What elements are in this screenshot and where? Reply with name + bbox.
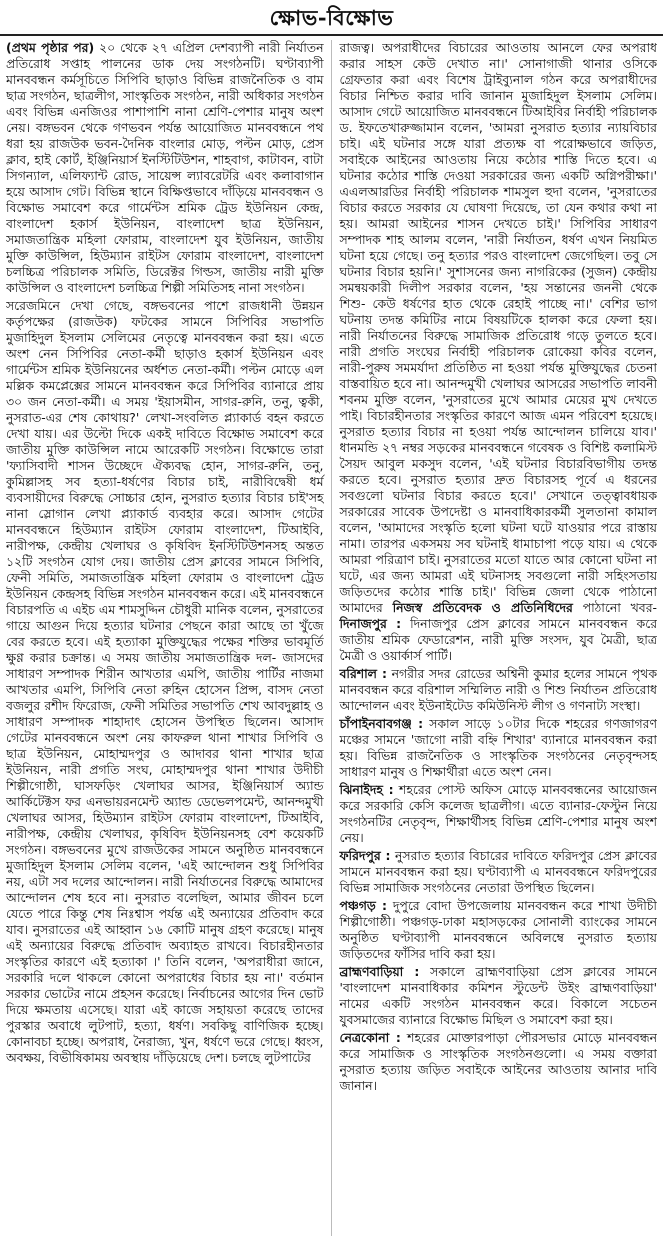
paragraph-text: ২০ থেকে ২৭ এপ্রিল দেশব্যাপী নারী নির্যাতন প্রতিরোধ সপ্তাহ পালনের ডাক দেয় সংগঠনটি। ঘণ্টাব্যাপী মানববন্ধন কর্মসূচিতে সিপিবি ছাড়াও বিভিন্ন রাজনৈতিক ও বাম ছাত্র সংগঠন, ছাত্রলীগ, সাংস্কৃতিক সংগঠন, নারী অধিকার সংগঠন এবং বিভিন্ন এনজিওর পাশাপাশি নানা শ্রেণি-পেশার মানুষ অংশ নেয়। বঙ্গভবন থেকে গণভবন পর্যন্ত আয়োজিত মানববন্ধনে পথ ধরা হয় রাজউক ভবন-দৈনিক বাংলার মোড়, পল্টন মোড়, প্রেস ক্লাব, হাই কোর্ট, ইঞ্জিনিয়ার্স ইনস্টিটিউশন, শাহবাগ, কাটাবন, বাটা সিগন্যাল, এলিফ্যান্ট রোড, সায়েন্স ল্যাবরেটরি এবং কলাবাগান হয়ে আসাদ গেট। বিভিন্ন স্থানে বিক্ষিপ্তভাবে দাঁড়িয়ে মানববন্ধন ও বিক্ষোভ সমাবেশ করে গার্মেন্টস শ্রমিক ট্রেড ইউনিয়ন কেন্দ্র, বাংলাদেশ হকার্স ইউনিয়ন, বাংলাদেশ ছাত্র ইউনিয়ন, সমাজতান্ত্রিক মহিলা ফোরাম, বাংলাদেশ যুব ইউনিয়ন, জাতীয় মুক্তি কাউন্সিল, হিউম্যান রাইটস ফোরাম বাংলাদেশ, বাংলাদেশ চলচ্চিত্র পরিচালক সমিতি, ডিরেক্টর গিল্ডস, জাতীয় নারী মুক্তি কাউন্সিল ও বাংলাদেশ চলচ্চিত্র শিল্পী সমিতিসহ নানা সংগঠন। [6,40,324,295]
reporter-credit: নিজস্ব প্রতিবেদক ও প্রতিনিধিদের [392,600,573,615]
district-paragraph [340,782,658,846]
district-text: নুসরাত হত্যার বিচারের দাবিতে ফরিদপুর প্রেস ক্লাবের সামনে মানববন্ধন করা হয়। ঘণ্টাব্যাপী এ মানববন্ধনে ফরিদপুরের বিভিন্ন সামাজিক সংগঠনের নেতারা উপস্থিত ছিলেন। [339,848,657,895]
section-header [0,0,663,36]
district-label: পঞ্চগড় : [339,898,387,913]
district-text: নগরীর সদর রোডের অশ্বিনী কুমার হলের সামনে পৃথক মানববন্ধন করে বরিশাল সম্মিলিত নারী ও শিশু নির্যাতন প্রতিরোধ আন্দোলন এবং ইউনাইটেড কমিউনিস্ট লীগ ও গণনাট্য সংস্থা। [339,666,657,713]
right-column [331,40,658,1236]
district-text: দুপুরে বোদা উপজেলায় মানববন্ধন করে শাখা উদীচী শিল্পীগোষ্ঠী। পঞ্চগড়-ঢাকা মহাসড়কের সোনালী ব্যাংকের সামনে অনুষ্ঠিত ঘণ্টাব্যাপী মানববন্ধনে অবিলম্বে নুসরাত হত্যায় জড়িতদের ফাঁসির দাবি করা হয়। [339,898,657,961]
district-label: নেত্রকোনা : [339,1030,401,1045]
article-body [6,40,657,1236]
paragraph: সরেজমিনে দেখা গেছে, বঙ্গভবনের পাশে রাজধানী উন্নয়ন কর্তৃপক্ষের (রাজউক) ফটকের সামনে সিপিবির সভাপতি মুজাহিদুল ইসলাম সেলিমের নেতৃত্বে মানববন্ধন করা হয়। এতে অংশ নেন সিপিবির নেতা-কর্মী ছাড়াও হকার্স ইউনিয়ন এবং গার্মেন্টস শ্রমিক ইউনিয়নের অর্ধশত নেতা-কর্মী। পল্টন মোড়ে এল মল্লিক কমপ্লেক্সের সামনে মানববন্ধন করে সিপিবির ব্যানারে প্রায় ৩০ জন নেতা-কর্মী। এ সময় 'ইয়াসমীন, সাগর-রুনি, তনু, ত্বকী, নুসরাত-এর শেষ কোথায়?' লেখা-সংবলিত প্ল্যাকার্ড বহন করতে দেখা যায়। এর উল্টো দিকে একই দাবিতে বিক্ষোভ সমাবেশ করে জাতীয় মুক্তি কাউন্সিল নামে আরেকটি সংগঠন। বিক্ষোভে তারা 'ফ্যাসিবাদী শাসন উচ্ছেদে ঐক্যবদ্ধ হোন, সাগর-রুনি, তনু, কুমিল্লাসহ সব হত্যা-ধর্ষণের বিচার চাই, নারীবিদ্বেষী ধর্ম ব্যবসায়ীদের বিরুদ্ধে সোচ্চার হোন, নুসরাত হত্যার বিচার চাই'সহ নানা স্লোগান লেখা প্ল্যাকার্ড ব্যবহার করে। আসাদ গেটের মানববন্ধনে হিউম্যান রাইটস ফোরাম বাংলাদেশ, টিআইবি, নারীপক্ষ, কেন্দ্রীয় খেলাঘর ও কৃষিবিদ ইনস্টিটিউশনসহ অন্তত ১২টি সংগঠন যোগ দেয়। জাতীয় প্রেস ক্লাবের সামনে সিপিবি, ফেনী সমিতি, সমাজতান্ত্রিক মহিলা ফোরাম ও বাংলাদেশ ট্রেড ইউনিয়ন কেন্দ্রসহ বিভিন্ন সংগঠন মানববন্ধন করে। এই মানববন্ধনে বিচারপতি এ এইচ এম শামসুদ্দিন চৌধুরী মানিক বলেন, নুসরাতের গায়ে আগুন দিয়ে হত্যার ঘটনার পেছনে কারা আছে তা খুঁজে বের করতে হবে। এই হত্যাকা মুক্তিযুদ্ধের পক্ষের শক্তির ভাবমূর্তি ক্ষুণ্ণ করার চক্রান্ত। এ সময় জাতীয় সমাজতান্ত্রিক দল- জাসদের সাধারণ সম্পাদক শিরীন আখতার এমপি, জাতীয় পার্টির নাজমা আখতার এমপি, সিপিবি নেতা রুহিন হোসেন প্রিন্স, বাসদ নেতা বজলুর রশীদ ফিরোজ, ফেনী সমিতির সভাপতি শেখ আবদুল্লাহ ও সাধারণ সম্পাদক শাহাদাৎ হোসেন উপস্থিত ছিলেন। আসাদ গেটের মানববন্ধনে অংশ নেয় কাফরুল থানা শাখার সিপিবি ও ছাত্র ইউনিয়ন, মোহাম্মদপুর ও আদাবর থানা শাখার ছাত্র ইউনিয়ন, নারী প্রগতি সংঘ, মোহাম্মদপুর থানা শাখার উদীচী শিল্পীগোষ্ঠী, ঘাসফড়িং খেলাঘর আসর, ইঞ্জিনিয়ার্স অ্যান্ড আর্কিটেক্টস ফর এনভায়রনমেন্ট অ্যান্ড ডেভেলপমেন্ট, আনন্দমুখী খেলাঘর আসর, হিউম্যান রাইটস ফোরাম বাংলাদেশ, টিআইবি, নারীপক্ষ, কেন্দ্রীয় খেলাঘর, কৃষিবিদ ইউনিয়নসহ বেশ কয়েকটি সংগঠন। বঙ্গভবনের মুখে রাজউকের সামনে অনুষ্ঠিত মানববন্ধনে মুজাহিদুল ইসলাম সেলিম বলেন, 'এই আন্দোলন শুধু সিপিবির নয়, এটা সব দলের আন্দোলন। নারী নির্যাতনের বিরুদ্ধে আমাদের আন্দোলন শেষ হবে না। নুসরাত বলেছিল, আমার জীবন চলে যেতে পারে কিন্তু শেষ নিঃশ্বাস পর্যন্ত এই অন্যায়ের প্রতিবাদ করে যাব। নুসরাতের এই আহ্বান ১৬ কোটি মানুষ গ্রহণ করেছে। মানুষ এই অন্যায়ের বিরুদ্ধে প্রতিবাদ অব্যাহত রাখবে। বিচারহীনতার সংস্কৃতির কারণে এই হত্যাকা ।' তিনি বলেন, 'অপরাধীরা জানে, সরকারি দলে থাকলে কোনো অপরাধের বিচার হয় না।' বর্তমান সরকার ভোটের নামে প্রহসন করেছে। নির্বাচনের আগের দিন ভোট দিয়ে ক্ষমতায় এসেছে। যারা এই কাজে সহায়তা করেছে তাদের পুরস্কার অবাধে লুটপাট, হত্যা, ধর্ষণ। সবকিছু বাণিজিক হচ্ছে। কোনাবচা হচ্ছে। অপরাধ, নৈরাজ্য, খুন, ধর্ষণে ভরে গেছে। ধ্বংস, অবক্ষয়, বিভীষিকাময় অবস্থায় দাঁড়িয়েছে দেশ। চলছে লুটপাটের [6,298,324,1065]
paragraph [340,40,658,664]
paragraph-text: রাজত্ব। অপরাধীদের বিচারের আওতায় আনলে ফের অপরাধ করার সাহস কেউ দেখাত না।' সোনাগাজী থানার ওসিকে গ্রেফতার করা এবং বিশেষ ট্রাইব্যুনাল গঠন করে অপরাধীদের বিচার নিশ্চিত করার দাবি জানান মুজাহিদুল ইসলাম সেলিম। আসাদ গেটে আয়োজিত মানববন্ধনে টিআইবির নির্বাহী পরিচালক ড. ইফতেখারুজ্জামান বলেন, 'আমরা নুসরাত হত্যার ন্যায়বিচার চাই। এই ঘটনার সঙ্গে যারা প্রত্যক্ষ বা পরোক্ষভাবে জড়িত, সবাইকে আইনের আওতায় নিয়ে কঠোর শাস্তি দিতে হবে। এ ঘটনার কঠোর শাস্তি দেওয়া সরকারের জন্য একটি অগ্নিপরীক্ষা।' এএলআরডির নির্বাহী পরিচালক শামসুল হুদা বলেন, 'নুসরাতের বিচার করতে সরকার যে ঘোষণা দিয়েছে, তা যেন কথার কথা না হয়। আমরা আইনের শাসন দেখতে চাই।' সিপিবির সাধারণ সম্পাদক শাহ আলম বলেন, 'নারী নির্যাতন, ধর্ষণ এখন নিয়মিত ঘটনা হয়ে গেছে। তনু হত্যার পরও বাংলাদেশ জেগেছিল। তবু সে ঘটনার বিচার হয়নি।' সুশাসনের জন্য নাগরিকের (সুজন) কেন্দ্রীয় সমন্বয়কারী দিলীপ সরকার বলেন, 'হয় সন্তানের জননী থেকে শিশু- কেউ ধর্ষণের হাত থেকে রেহাই পাচ্ছে না।' বেশির ভাগ ঘটনায় তদন্ত কমিটির নামে বিষয়টিকে হালকা করে ফেলা হয়। নারী নির্যাতনের বিরুদ্ধে সামাজিক প্রতিরোধ গড়ে তুলতে হবে। নারী প্রগতি সংঘের নির্বাহী পরিচালক রোকেয়া কবির বলেন, নারী-পুরুষ সমমর্যাদা প্রতিষ্ঠিত না হওয়া পর্যন্ত মুক্তিযুদ্ধের চেতনা বাস্তবায়িত হবে না। আনন্দমুখী খেলাঘর আসরের সভাপতি লাবনী শবনম মুক্তি বলেন, 'নুসরাতের মুখে আমার মেয়ের মুখ দেখতে পাই। বিচারহীনতার সংস্কৃতির কারণে আজ এমন পরিবেশ হয়েছে। নুসরাত হত্যার বিচার না হওয়া পর্যন্ত আন্দোলন চালিয়ে যাব।' ধানমন্ডি ২৭ নম্বর সড়কের মানববন্ধনে গবেষক ও বিশিষ্ট কলামিস্ট সৈয়দ আবুল মকসুদ বলেন, 'এই ঘটনার বিচারবিভাগীয় তদন্ত করতে হবে। নুসরাত হত্যার দ্রুত বিচারসহ পূর্বে এ ধরনের সবগুলো ঘটনার বিচার করতে হবে।' সেখানে তত্ত্বাবধায়ক সরকারের সাবেক উপদেষ্টা ও মানবাধিকারকর্মী সুলতানা কামাল বলেন, 'আমাদের সংস্কৃতি হলো ঘটনা ঘটে যাওয়ার পরে রাস্তায় নামা। তারপর একসময় সব ঘটনাই ধামাচাপা পড়ে যায়। এ থেকে আমরা পরিত্রাণ চাই। নুসরাতের মতো যাতে আর কোনো ঘটনা না ঘটে, এর জন্য আমরা এই ঘটনাসহ সবগুলো নারী সহিংসতায় জড়িতদের কঠোর শাস্তি চাই।' বিভিন্ন জেলা থেকে পাঠানো আমাদের [339,40,657,615]
section-title: ক্ষোভ-বিক্ষোভ [269,5,394,30]
district-text: দিনাজপুর প্রেস ক্লাবের সামনে মানববন্ধন করে জাতীয় শ্রমিক ফেডারেশন, নারী মুক্তি সংসদ, যুব মৈত্রী, ছাত্র মৈত্রী ও ওয়ার্কার্স পার্টি। [339,616,657,663]
district-text: সকালে ব্রাহ্মণবাড়িয়া প্রেস ক্লাবের সামনে 'বাংলাদেশ মানবাধিকার কমিশন স্টুডেন্ট উইং ব্রাহ্মণবাড়িয়া' নামের একটি সংগঠন মানববন্ধন করে। বিকালে সচেতন যুবসমাজের ব্যানারে বিক্ষোভ মিছিল ও সমাবেশ করা হয়। [339,964,657,1027]
district-label: চাঁপাইনবাবগঞ্জ : [339,716,424,731]
left-column [6,40,331,1236]
district-paragraph [340,716,658,780]
district-label: দিনাজপুর : [339,616,402,631]
district-paragraph [340,1030,658,1094]
district-paragraph [340,666,658,714]
district-paragraph [340,898,658,962]
district-label: ফরিদপুর : [339,848,391,863]
district-paragraph [340,964,658,1028]
paragraph-text: পাঠানো খবর- [572,600,657,615]
district-text: সকাল সাড়ে ১০টার দিকে শহরের গণজাগরণ মঞ্চের সামনে 'জাগো নারী বহ্নি শিখার' ব্যানারে মানববন্ধন করা হয়। বিভিন্ন রাজনৈতিক ও সাংস্কৃতিক সংগঠনের নেতৃবৃন্দসহ সাধারণ মানুষ ও শিক্ষার্থীরা এতে অংশ নেন। [339,716,657,779]
district-text: শহরের মোক্তারপাড়া পৌরসভার মোড়ে মানববন্ধন করে সামাজিক ও সাংস্কৃতিক সংগঠনগুলো। এ সময় বক্তারা নুসরাত হত্যায় জড়িত সবাইকে আইনের আওতায় আনার দাবি জানান। [339,1030,657,1093]
district-label: ব্রাহ্মণবাড়িয়া : [339,964,420,979]
district-label: বরিশাল : [339,666,387,681]
district-label: ঝিনাইদহ : [339,782,394,797]
paragraph [6,40,324,296]
continuation-label: (প্রথম পৃষ্ঠার পর) [6,40,95,55]
district-text: শহরের পোস্ট অফিস মোড়ে মানববন্ধনের আয়োজন করে সরকারি কেসি কলেজ ছাত্রলীগ। এতে ব্যানার-ফেস্টুন নিয়ে সংগঠনটির নেতৃবৃন্দ, শিক্ষার্থীসহ বিভিন্ন শ্রেণি-পেশার মানুষ অংশ নেয়। [339,782,657,845]
district-paragraph [340,848,658,896]
